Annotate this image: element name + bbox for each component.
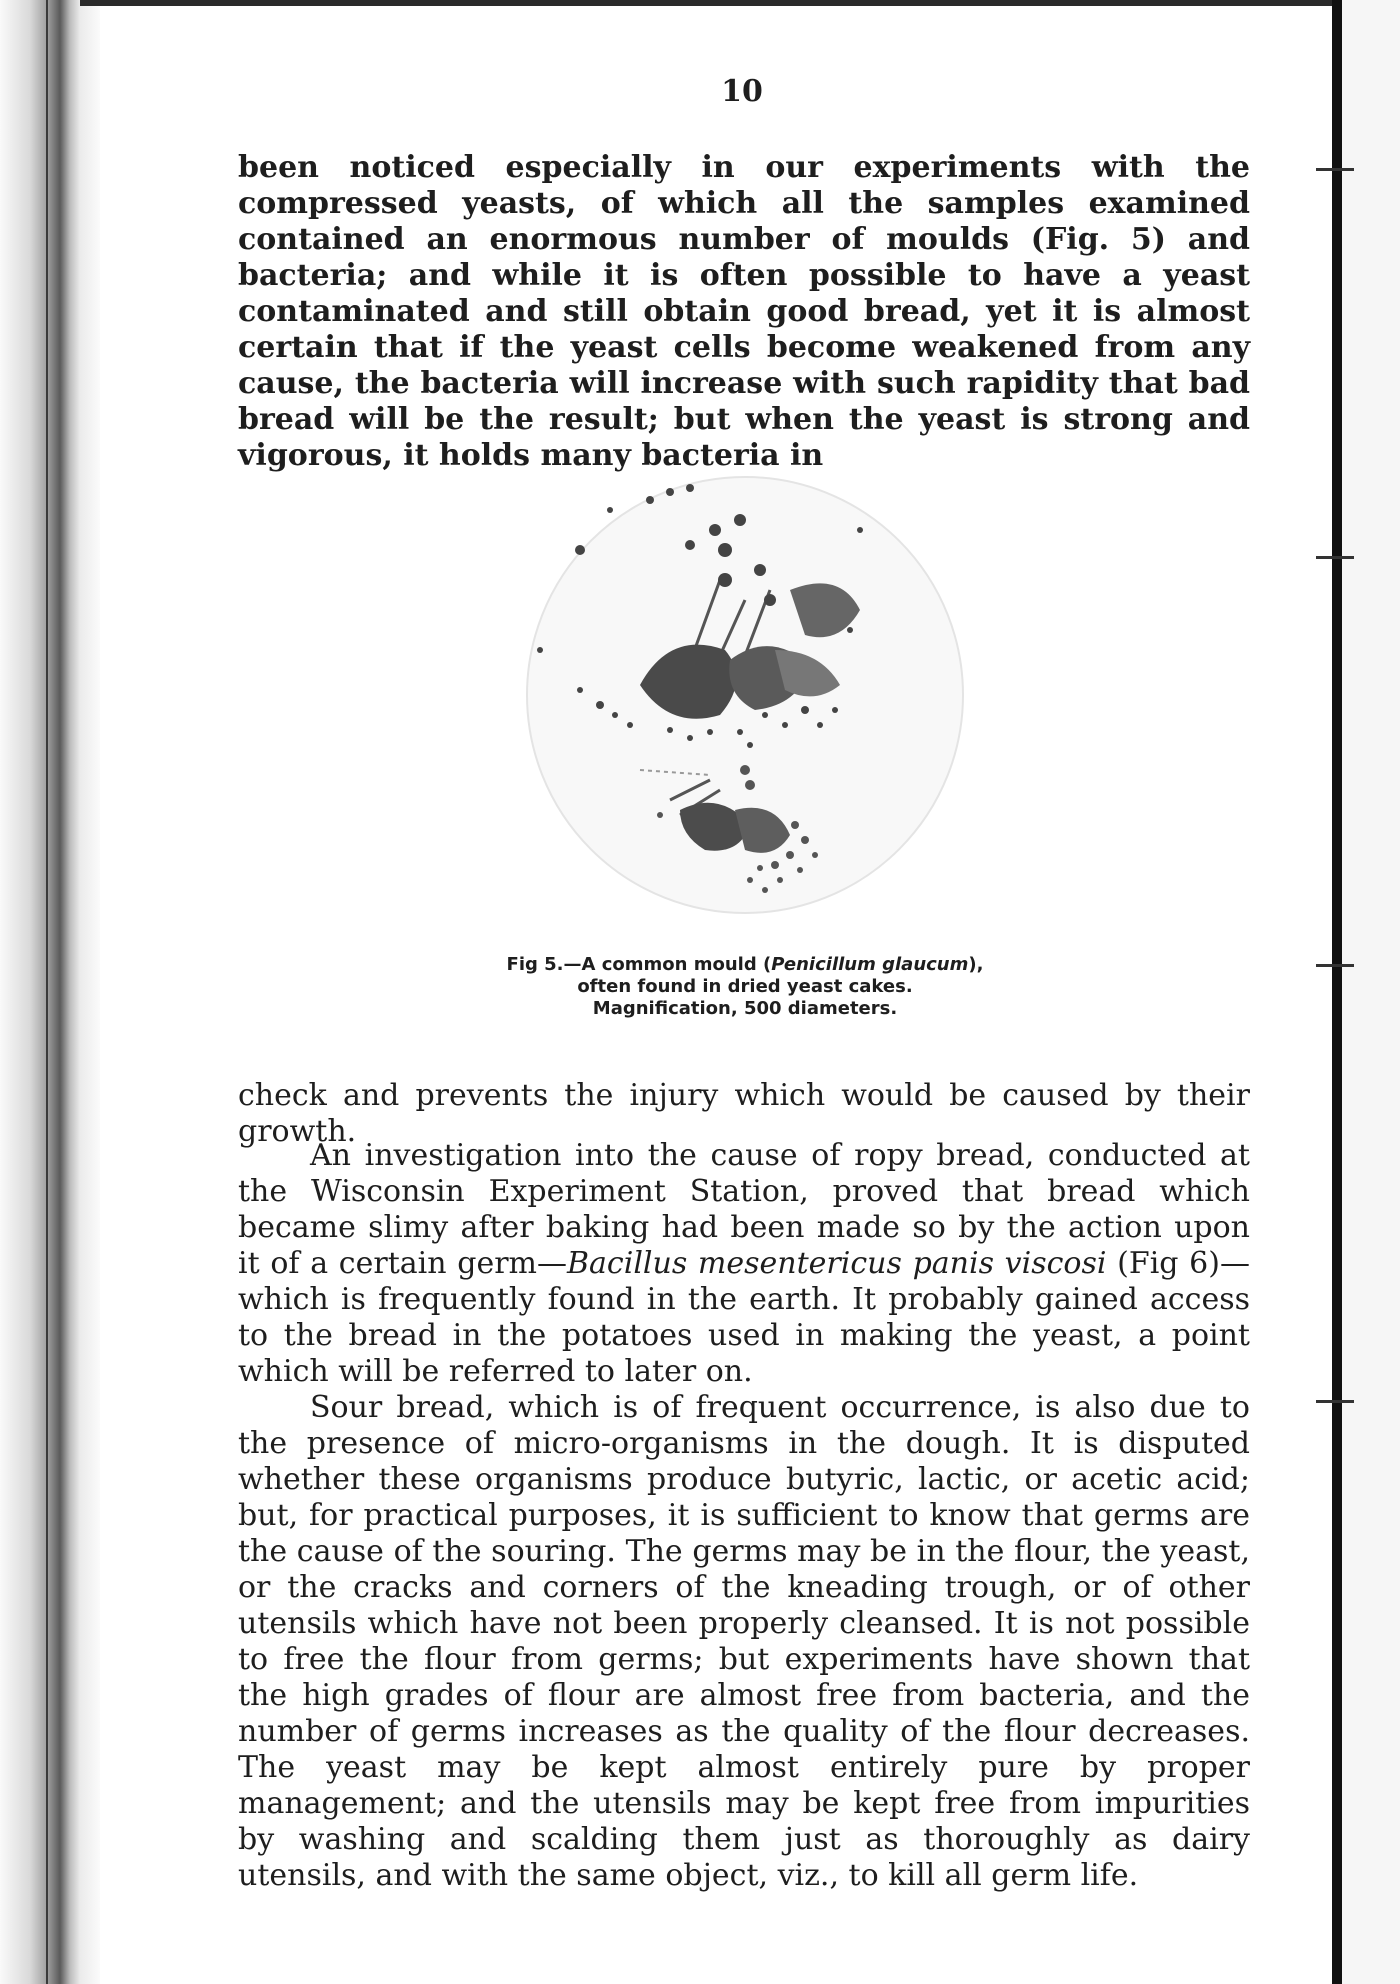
mould-micrograph-image <box>520 470 970 930</box>
figure-illustration <box>520 470 970 930</box>
paragraph-continued: been noticed especially in our experiments with the compressed yeasts, of which all the samples examined contained an enormous number of moulds (Fig. 5) and bacteria; and while it is often possible to have a yeast contaminated and still obtain good bread, yet it is almost certain that if the yeast cells become weakened from any cause, the bacteria will increase with such rapidity that bad bread will be the result; but when the yeast is strong and vigorous, it holds many bacteria in <box>238 150 1250 473</box>
page-top-edge <box>80 0 1332 6</box>
caption-text: —A common mould ( <box>563 954 772 975</box>
edge-tick <box>1316 168 1354 171</box>
paragraph-text: (Fig 6)—which is frequently found in the earth. It probably gained access to the bread in the potatoes used in making the yeast, a point which will be referred to later on. <box>238 1246 1250 1389</box>
caption-text: ), <box>968 954 984 975</box>
page-gutter-shadow <box>0 0 100 1984</box>
edge-tick <box>1316 1400 1354 1403</box>
caption-line-1 <box>440 954 1050 976</box>
right-page-edge <box>1332 0 1342 1984</box>
paragraph-continuation: check and prevents the injury which would be caused by their growth. <box>238 1078 1250 1149</box>
paragraph-ropy-bread <box>238 1138 1250 1390</box>
species-name: Bacillus mesentericus panis viscosi <box>567 1246 1107 1281</box>
edge-tick <box>1316 964 1354 967</box>
caption-line-2: often found in dried yeast cakes. <box>577 976 913 997</box>
binding-line <box>46 0 48 1984</box>
paragraph-sour-bread: Sour bread, which is of frequent occurrence, is also due to the presence of micro-organisms in the dough. It is disputed whether these organisms produce butyric, lactic, or acetic acid; but, for practical purposes, it is sufficient to know that germs are the cause of the souring. The germs may be in the flour, the yeast, or the cracks and corners of the kneading trough, or of other utensils which have not been properly cleansed. It is not possible to free the flour from germs; but experiments have shown that the high grades of flour are almost free from bacteria, and the number of germs increases as the quality of the flour decreases. The yeast may be kept almost entirely pure by proper management; and the utensils may be kept free from impurities by washing and scalding them just as thoroughly as dairy utensils, and with the same object, viz., to kill all germ life. <box>238 1390 1250 1893</box>
figure-caption <box>440 954 1050 1020</box>
page-number: 10 <box>721 74 763 109</box>
right-margin-strip <box>1342 0 1400 1984</box>
paragraph-text: An investigation into the cause of ropy bread, conducted at the Wisconsin Experiment Station, proved that bread which became slimy after baking had been made so by the action upon it of a certain germ— <box>238 1138 1250 1281</box>
caption-species-name: Penicillum glaucum <box>771 954 969 975</box>
edge-tick <box>1316 556 1354 559</box>
figure-label: Fig 5. <box>506 954 564 975</box>
caption-line-3: Magnification, 500 diameters. <box>592 998 898 1019</box>
